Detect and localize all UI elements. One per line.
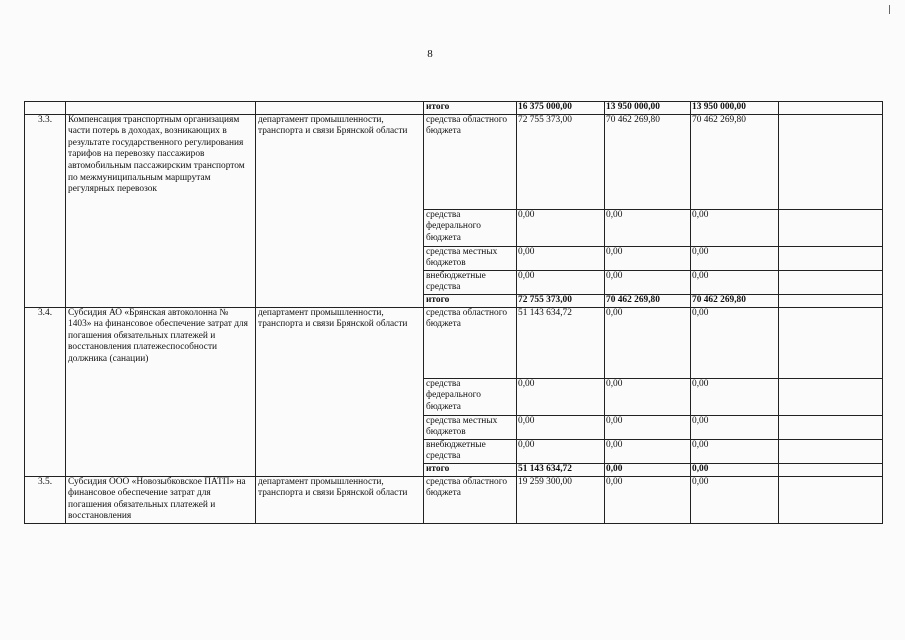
value-cell: 0,00 — [517, 209, 605, 246]
item-name: Компенсация транспортным организациям части потерь в доходах, возникающих в результате государственного регулирования тарифов на перевозку пассажиров автомобильным пассажирским транспортом по межмуниципальным маршрутам регулярных перевозок — [66, 114, 256, 307]
source-label: средства федерального бюджета — [424, 209, 517, 246]
item-name: Субсидия АО «Брянская автоколонна № 1403» на финансовое обеспечение затрат для погашения обязательных платежей и восстановления платежеспособности должника (санации) — [66, 307, 256, 476]
value-cell: 0,00 — [517, 415, 605, 439]
item-executor: департамент промышленности, транспорта и связи Брянской области — [256, 114, 424, 307]
value-cell: 0,00 — [691, 463, 779, 476]
empty-cell — [779, 378, 883, 415]
value-cell: 51 143 634,72 — [517, 463, 605, 476]
source-label: итого — [424, 294, 517, 307]
item-executor: департамент промышленности, транспорта и связи Брянской области — [256, 307, 424, 476]
value-cell: 0,00 — [517, 439, 605, 463]
value-cell: 72 755 373,00 — [517, 114, 605, 209]
source-label: средства областного бюджета — [424, 307, 517, 378]
item-executor: департамент промышленности, транспорта и связи Брянской области — [256, 476, 424, 523]
table-row — [25, 114, 883, 209]
source-label: внебюджетные средства — [424, 270, 517, 294]
value-cell: 0,00 — [691, 378, 779, 415]
value-cell: 51 143 634,72 — [517, 307, 605, 378]
source-label: средства местных бюджетов — [424, 415, 517, 439]
empty-cell — [779, 114, 883, 209]
empty-cell — [779, 294, 883, 307]
value-cell: 0,00 — [691, 415, 779, 439]
value-cell: 70 462 269,80 — [605, 294, 691, 307]
source-label: средства областного бюджета — [424, 476, 517, 523]
value-cell: 0,00 — [517, 270, 605, 294]
value-cell: 0,00 — [691, 439, 779, 463]
source-label: средства федерального бюджета — [424, 378, 517, 415]
item-number: 3.3. — [25, 114, 66, 307]
source-label: внебюджетные средства — [424, 439, 517, 463]
value-cell: 0,00 — [691, 476, 779, 523]
item-name: Субсидия ООО «Новозыбковское ПАТП» на финансовое обеспечение затрат для погашения обязательных платежей и восстановления — [66, 476, 256, 523]
value-cell: 0,00 — [691, 209, 779, 246]
page-number: 8 — [427, 48, 433, 60]
value-cell: 13 950 000,00 — [691, 102, 779, 115]
scan-edge-mark — [889, 5, 890, 14]
value-cell: 0,00 — [605, 463, 691, 476]
value-cell: 0,00 — [517, 246, 605, 270]
value-cell: 0,00 — [605, 415, 691, 439]
value-cell: 0,00 — [691, 246, 779, 270]
value-cell: 0,00 — [605, 476, 691, 523]
empty-cell — [779, 439, 883, 463]
value-cell: 72 755 373,00 — [517, 294, 605, 307]
empty-cell — [779, 463, 883, 476]
source-label: средства областного бюджета — [424, 114, 517, 209]
empty-cell — [779, 209, 883, 246]
item-number: 3.5. — [25, 476, 66, 523]
name-cell — [66, 102, 256, 115]
value-cell: 70 462 269,80 — [691, 114, 779, 209]
empty-cell — [779, 415, 883, 439]
source-label: итого — [424, 463, 517, 476]
value-cell: 13 950 000,00 — [605, 102, 691, 115]
value-cell: 70 462 269,80 — [691, 294, 779, 307]
item-number: 3.4. — [25, 307, 66, 476]
value-cell: 0,00 — [605, 209, 691, 246]
value-cell: 0,00 — [605, 270, 691, 294]
empty-cell — [779, 246, 883, 270]
value-cell: 16 375 000,00 — [517, 102, 605, 115]
empty-cell — [779, 476, 883, 523]
value-cell: 19 259 300,00 — [517, 476, 605, 523]
value-cell: 70 462 269,80 — [605, 114, 691, 209]
empty-cell — [779, 307, 883, 378]
empty-cell — [779, 270, 883, 294]
empty-cell — [779, 102, 883, 115]
value-cell: 0,00 — [517, 378, 605, 415]
value-cell: 0,00 — [605, 246, 691, 270]
source-label: средства местных бюджетов — [424, 246, 517, 270]
value-cell: 0,00 — [691, 270, 779, 294]
value-cell: 0,00 — [605, 307, 691, 378]
table-row — [25, 307, 883, 378]
source-label: итого — [424, 102, 517, 115]
value-cell: 0,00 — [605, 378, 691, 415]
number-cell — [25, 102, 66, 115]
executor-cell — [256, 102, 424, 115]
table-row — [25, 102, 883, 115]
budget-table — [24, 101, 883, 524]
value-cell: 0,00 — [605, 439, 691, 463]
value-cell: 0,00 — [691, 307, 779, 378]
table-row — [25, 476, 883, 523]
